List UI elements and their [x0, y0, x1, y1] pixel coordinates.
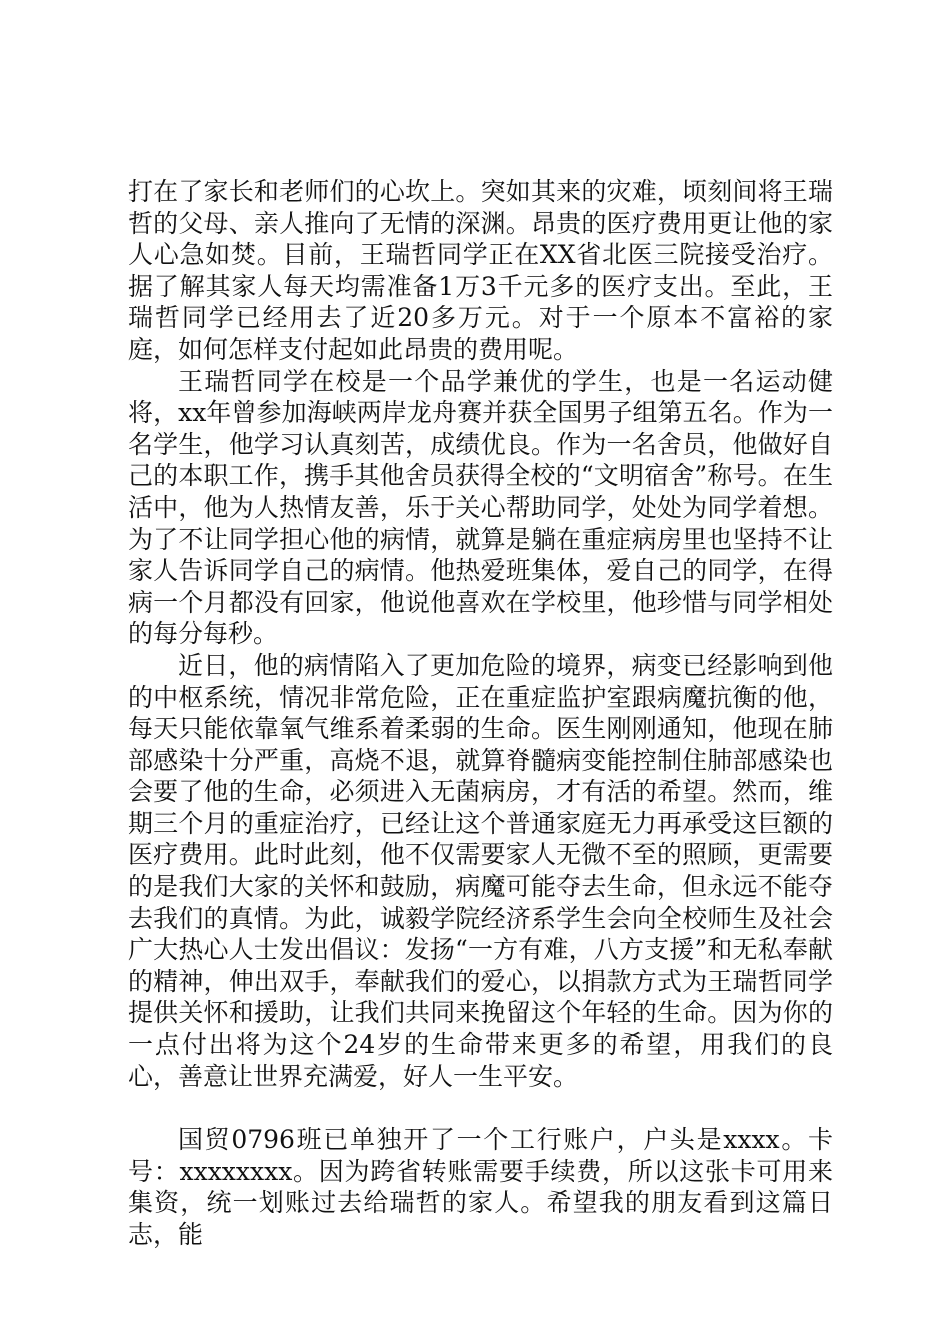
paragraph-4: 国贸0796班已单独开了一个工行账户，户头是xxxx。卡号：xxxxxxxx。因为跨省转账需要手续费，所以这张卡可用来集资，统一划账过去给瑞哲的家人。希望我的朋友看到这篇日志，能	[128, 1125, 833, 1249]
paragraph-spacer	[128, 1092, 833, 1124]
paragraph-2: 王瑞哲同学在校是一个品学兼优的学生，也是一名运动健将，xx年曾参加海峡两岸龙舟赛并获全国男子组第五名。作为一名学生，他学习认真刻苦，成绩优良。作为一名舍员，他做好自己的本职工作，携手其他舍员获得全校的“文明宿舍”称号。在生活中，他为人热情友善，乐于关心帮助同学，处处为同学着想。为了不让同学担心他的病情，就算是躺在重症病房里也坚持不让家人告诉同学自己的病情。他热爱班集体，爱自己的同学，在得病一个月都没有回家，他说他喜欢在学校里，他珍惜与同学相处的每分每秒。	[128, 366, 833, 649]
paragraph-1: 打在了家长和老师们的心坎上。突如其来的灾难，顷刻间将王瑞哲的父母、亲人推向了无情的深渊。昂贵的医疗费用更让他的家人心急如焚。目前，王瑞哲同学正在XX省北医三院接受治疗。据了解其家人每天均需准备1万3千元多的医疗支出。至此，王瑞哲同学已经用去了近20多万元。对于一个原本不富裕的家庭，如何怎样支付起如此昂贵的费用呢。	[128, 177, 833, 364]
paragraph-3: 近日，他的病情陷入了更加危险的境界，病变已经影响到他的中枢系统，情况非常危险，正在重症监护室跟病魔抗衡的他，每天只能依靠氧气维系着柔弱的生命。医生刚刚通知，他现在肺部感染十分严重，高烧不退，就算脊髓病变能控制住肺部感染也会要了他的生命，必须进入无菌病房，才有活的希望。然而，维期三个月的重症治疗，已经让这个普通家庭无力再承受这巨额的医疗费用。此时此刻，他不仅需要家人无微不至的照顾，更需要的是我们大家的关怀和鼓励，病魔可能夺去生命，但永远不能夺去我们的真情。为此，诚毅学院经济系学生会向全校师生及社会广大热心人士发出倡议：发扬“一方有难，八方支援”和无私奉献的精神，伸出双手，奉献我们的爱心，以捐款方式为王瑞哲同学提供关怀和援助，让我们共同来挽留这个年轻的生命。因为你的一点付出将为这个24岁的生命带来更多的希望，用我们的良心，善意让世界充满爱，好人一生平安。	[128, 650, 833, 1091]
document-body	[128, 176, 833, 1251]
